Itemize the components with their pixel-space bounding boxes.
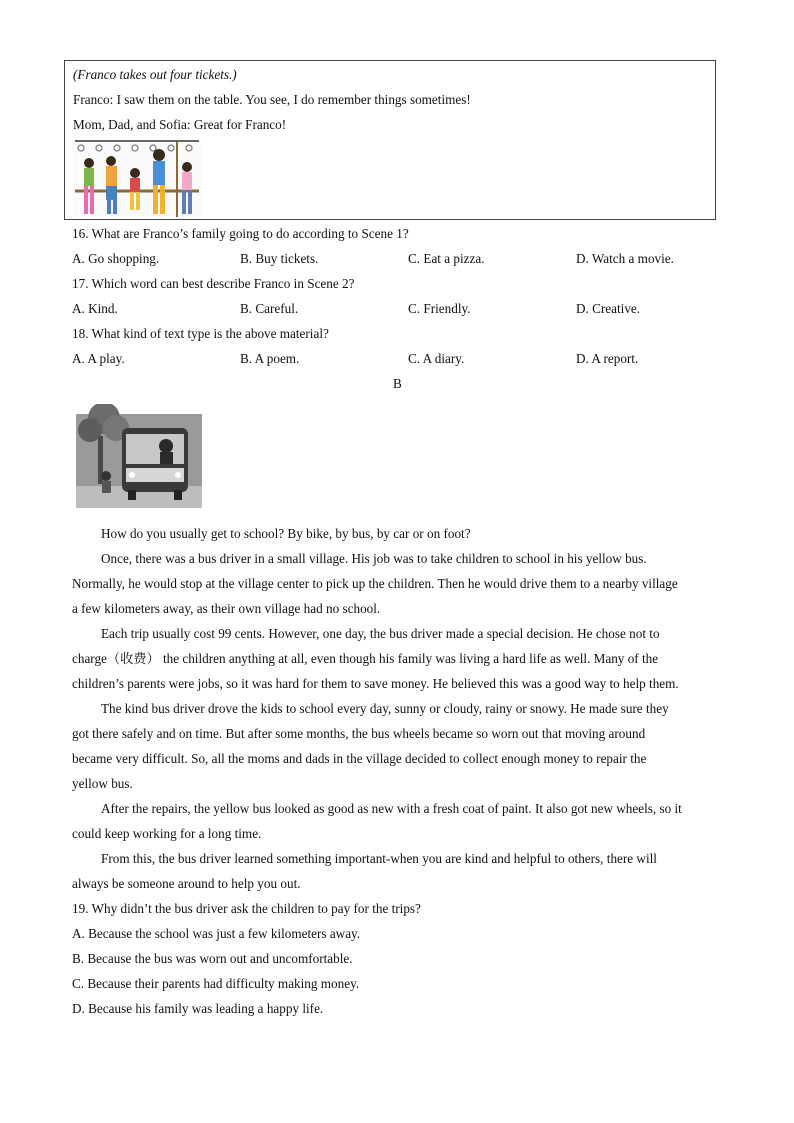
dialogue-box	[64, 60, 716, 220]
passage-line: got there safely and on time. But after some months, the bus wheels became so worn out that moving around	[72, 726, 646, 741]
passage-line: could keep working for a long time.	[72, 826, 262, 841]
question-18: 18. What kind of text type is the above material?	[72, 326, 329, 341]
option: B. A poem.	[240, 351, 300, 366]
passage-line: From this, the bus driver learned something important-when you are kind and helpful to others, there will	[101, 851, 657, 866]
option: D. Because his family was leading a happy life.	[72, 1001, 324, 1016]
question-17: 17. Which word can best describe Franco in Scene 2?	[72, 276, 355, 291]
option: B. Because the bus was worn out and uncomfortable.	[72, 951, 353, 966]
option: D. Creative.	[576, 301, 641, 316]
option: A. Because the school was just a few kilometers away.	[72, 926, 361, 941]
option: B. Careful.	[240, 301, 299, 316]
passage-line: yellow bus.	[72, 776, 133, 791]
passage-line: How do you usually get to school? By bike, by bus, by car or on foot?	[101, 526, 471, 541]
passage-line: charge（收费） the children anything at all, even though his family was living a hard life as well. Many of the	[72, 651, 659, 666]
question-19: 19. Why didn’t the bus driver ask the children to pay for the trips?	[72, 901, 421, 916]
passage-line: Each trip usually cost 99 cents. However, one day, the bus driver made a special decision. He chose not to	[101, 626, 660, 641]
option: D. Watch a movie.	[576, 251, 674, 266]
passage-line: After the repairs, the yellow bus looked as good as new with a fresh coat of paint. It also got new wheels, so it	[101, 801, 682, 816]
stage-direction: (Franco takes out four tickets.)	[73, 67, 237, 82]
section-heading: B	[393, 376, 402, 391]
passage-line: The kind bus driver drove the kids to school every day, sunny or cloudy, rainy or snowy. He made sure they	[101, 701, 669, 716]
option: D. A report.	[576, 351, 639, 366]
option: C. Eat a pizza.	[408, 251, 485, 266]
passage	[72, 521, 732, 896]
passage-line: Once, there was a bus driver in a small village. His job was to take children to school in his yellow bus.	[101, 551, 647, 566]
school-bus-illustration	[76, 404, 202, 508]
option: C. Because their parents had difficulty making money.	[72, 976, 360, 991]
passage-line: children’s parents were jobs, so it was hard for them to save money. He believed this was a good way to help them.	[72, 676, 679, 691]
option: A. Go shopping.	[72, 251, 160, 266]
dialogue-line: Franco: I saw them on the table. You see, I do remember things sometimes!	[73, 92, 471, 107]
passage-line: Normally, he would stop at the village center to pick up the children. Then he would drive them to a nearby village	[72, 576, 678, 591]
option: A. Kind.	[72, 301, 118, 316]
option: C. Friendly.	[408, 301, 471, 316]
dialogue-line: Mom, Dad, and Sofia: Great for Franco!	[73, 117, 287, 132]
option: B. Buy tickets.	[240, 251, 319, 266]
passage-line: a few kilometers away, as their own village had no school.	[72, 601, 381, 616]
question-16: 16. What are Franco’s family going to do according to Scene 1?	[72, 226, 409, 241]
option: A. A play.	[72, 351, 125, 366]
passage-line: became very difficult. So, all the moms and dads in the village decided to collect enough money to repair the	[72, 751, 647, 766]
family-illustration	[73, 139, 201, 217]
passage-line: always be someone around to help you out.	[72, 876, 301, 891]
option: C. A diary.	[408, 351, 465, 366]
